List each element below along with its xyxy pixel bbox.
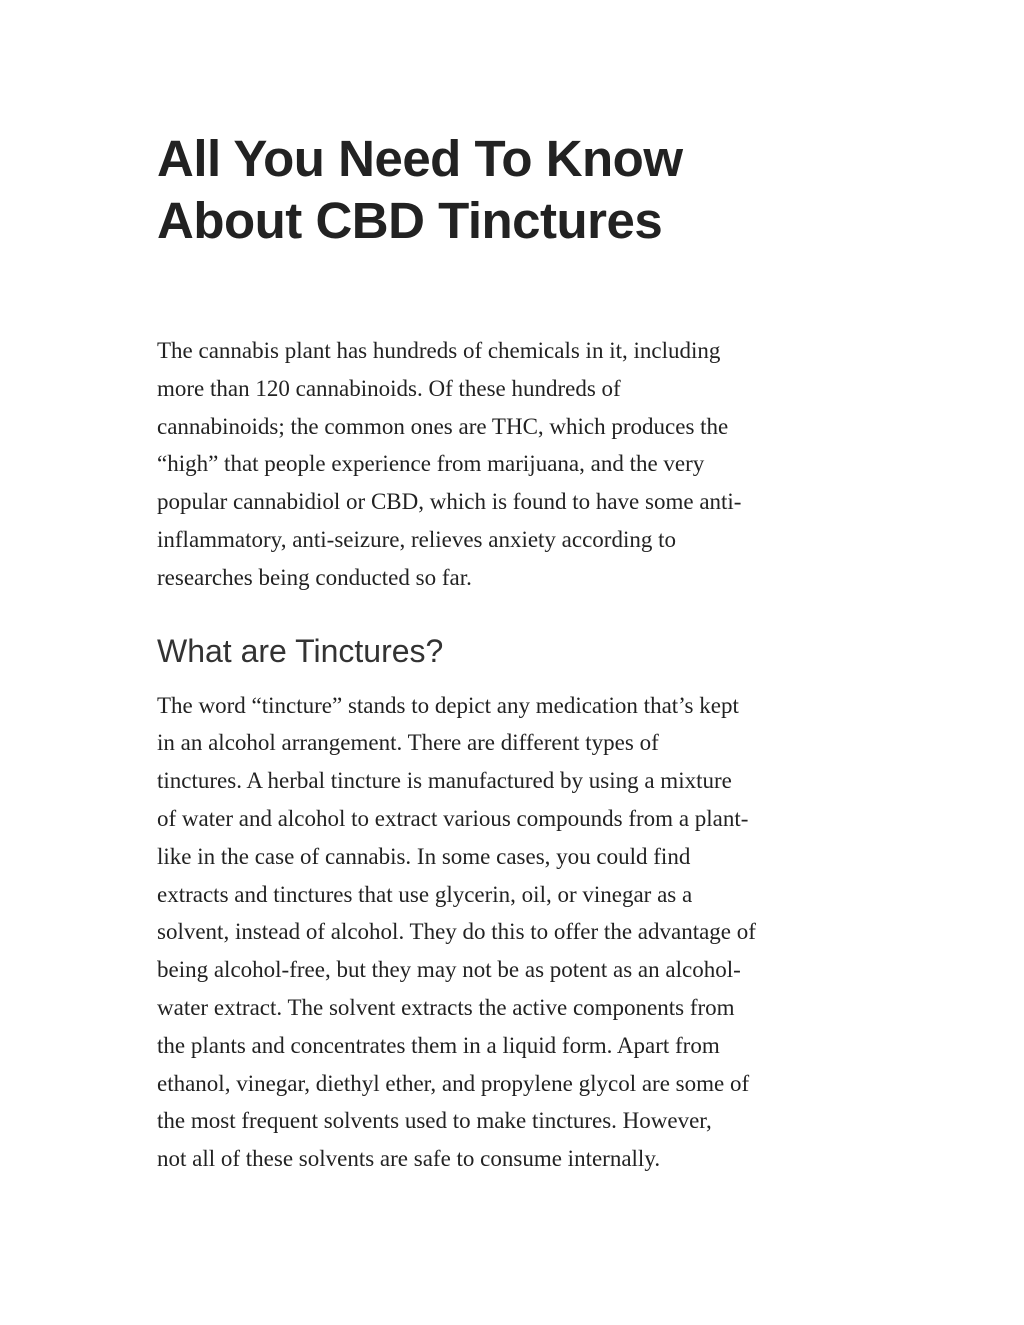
section-line: of water and alcohol to extract various compounds from a plant- [157, 805, 749, 831]
intro-line: popular cannabidiol or CBD, which is found to have some anti- [157, 489, 742, 515]
intro-line: more than 120 cannabinoids. Of these hundreds of [157, 375, 621, 401]
section-line: ethanol, vinegar, diethyl ether, and propylene glycol are some of [157, 1070, 750, 1096]
intro-line: inflammatory, anti-seizure, relieves anxiety according to [157, 526, 676, 552]
section-line: The word “tincture” stands to depict any medication that’s kept [157, 692, 739, 718]
intro-paragraph [157, 332, 877, 597]
section-heading: What are Tinctures? [157, 632, 444, 669]
section-line: extracts and tinctures that use glycerin, oil, or vinegar as a [157, 881, 693, 907]
article [157, 128, 877, 1178]
page-title [157, 128, 877, 252]
section-line: the most frequent solvents used to make tinctures. However, [157, 1108, 712, 1134]
section-line: tinctures. A herbal tincture is manufactured by using a mixture [157, 768, 732, 794]
intro-line: “high” that people experience from marijuana, and the very [157, 451, 705, 477]
title-line: About CBD Tinctures [157, 192, 663, 249]
section-line: water extract. The solvent extracts the active components from [157, 994, 735, 1020]
intro-line: cannabinoids; the common ones are THC, which produces the [157, 413, 729, 439]
title-line: All You Need To Know [157, 130, 683, 187]
section-line: like in the case of cannabis. In some cases, you could find [157, 843, 691, 869]
section-paragraph [157, 687, 877, 1178]
section-line: being alcohol-free, but they may not be as potent as an alcohol- [157, 957, 741, 983]
section-line: not all of these solvents are safe to consume internally. [157, 1146, 661, 1172]
section-line: the plants and concentrates them in a liquid form. Apart from [157, 1032, 720, 1058]
intro-line: researches being conducted so far. [157, 564, 472, 590]
section-line: solvent, instead of alcohol. They do this to offer the advantage of [157, 919, 756, 945]
section-line: in an alcohol arrangement. There are different types of [157, 730, 659, 756]
intro-line: The cannabis plant has hundreds of chemicals in it, including [157, 338, 721, 363]
